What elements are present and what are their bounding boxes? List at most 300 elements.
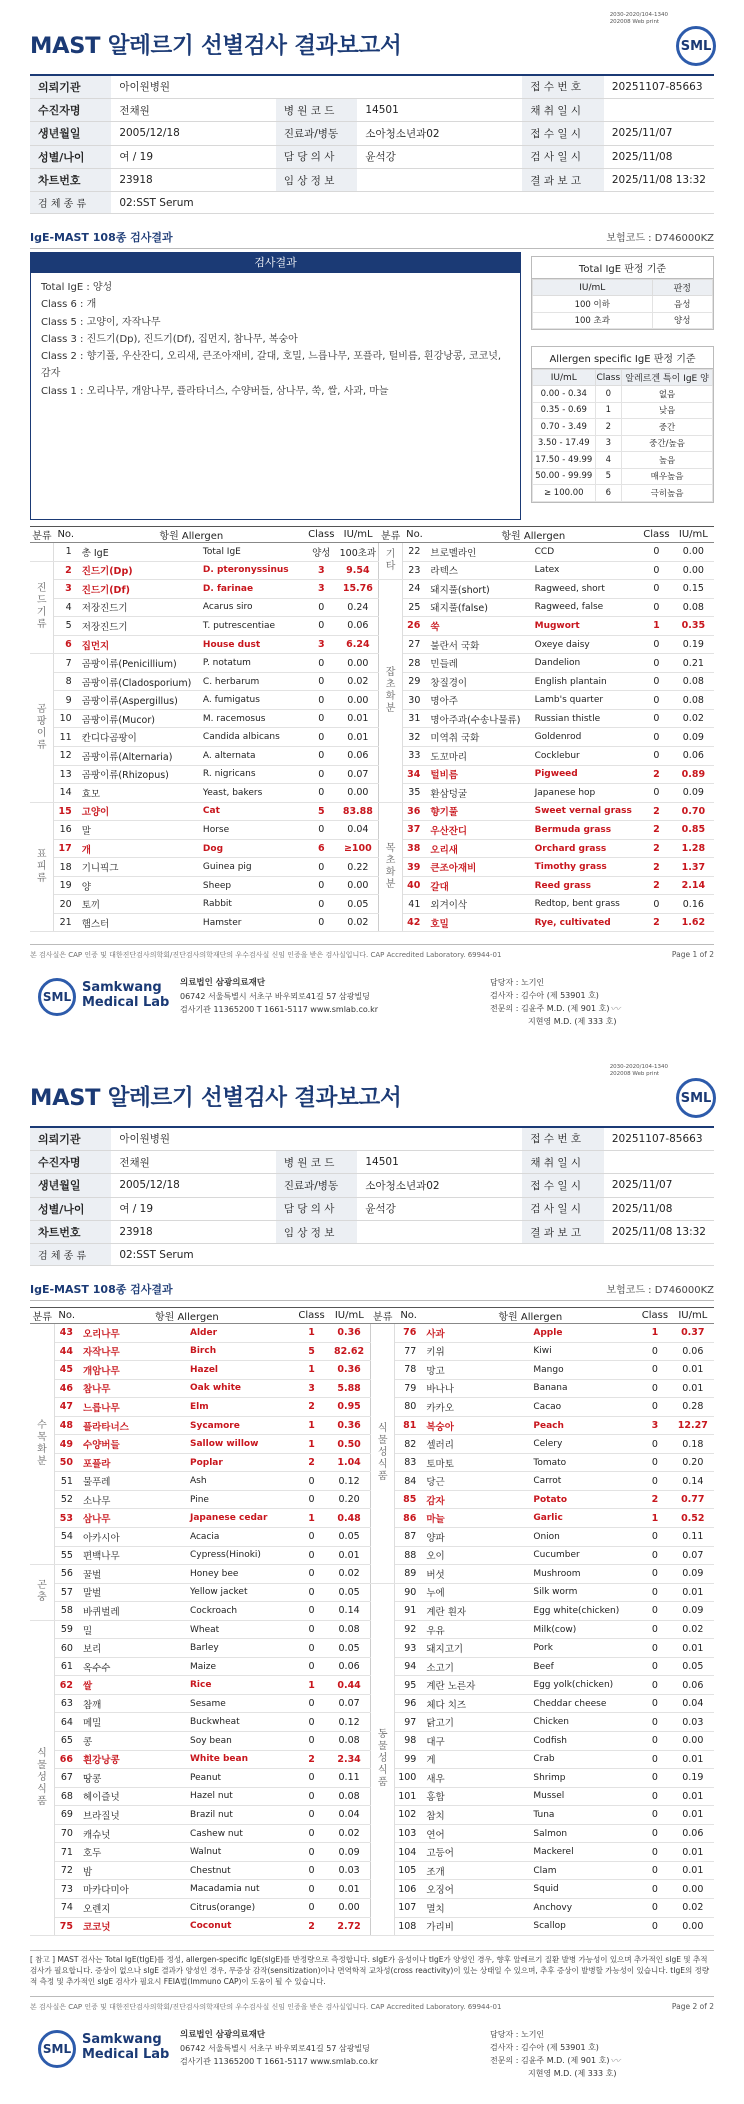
label-birth: 생년월일 [30, 122, 111, 145]
allergen-name-en: Horse [201, 821, 305, 840]
result-summary-header: 검사결과 [31, 253, 520, 273]
group-label: 목 초 화 분 [379, 802, 403, 932]
allergen-name-en: D. farinae [201, 580, 305, 599]
value-chart: 23918 [111, 169, 276, 192]
allergen-iu: 0.07 [672, 1546, 714, 1565]
table-row [30, 839, 714, 858]
label-clinical: 임 상 정 보 [276, 169, 358, 192]
allergen-name-en: Mango [531, 1361, 638, 1380]
allergen-name-ko: 토끼 [78, 895, 201, 914]
allergen-class: 3 [305, 635, 338, 654]
stamp-line: 2030-2020/104-1340 [609, 1064, 668, 1070]
allergen-name-ko: 라텍스 [426, 561, 532, 580]
value-sex-age: 여 / 19 [111, 145, 276, 168]
allergen-class: 0 [640, 691, 673, 710]
allergen-name-ko: 저장진드기 [78, 617, 201, 636]
column-header: 분류 [30, 1308, 54, 1324]
section-header [30, 1277, 714, 1301]
allergen-class: 0 [638, 1472, 671, 1491]
result-line: Class 1 : 오리나무, 개암나무, 플라타너스, 수양버들, 삼나무, 쑥, 쌀, 사과, 마늘 [41, 385, 389, 397]
allergen-table-page2 [30, 1307, 714, 1936]
allergen-class: 0 [638, 1898, 671, 1917]
stamp-line: 2030-2020/104-1340 [609, 12, 668, 18]
label-doctor: 담 당 의 사 [276, 1197, 358, 1220]
allergen-no: 74 [54, 1898, 78, 1917]
table-row [30, 784, 714, 803]
allergen-name-en: Garlic [531, 1509, 638, 1528]
allergen-no: 45 [54, 1361, 78, 1380]
allergen-name-en: Lamb's quarter [533, 691, 641, 710]
allergen-no: 44 [54, 1342, 78, 1361]
lab-org: 의료법인 삼광의료재단 [180, 978, 266, 988]
allergen-name-ko: 캐슈넛 [79, 1824, 188, 1843]
allergen-name-en: Maize [188, 1657, 295, 1676]
allergen-class: 0 [295, 1657, 328, 1676]
allergen-iu: 0.00 [328, 1898, 370, 1917]
allergen-no: 50 [54, 1453, 78, 1472]
allergen-name-en: White bean [188, 1750, 295, 1769]
group-label: 진 드 기 류 [30, 561, 54, 654]
table-header-row [30, 527, 714, 543]
allergen-iu: 0.24 [338, 598, 379, 617]
group-label: 식 물 성 식 품 [30, 1620, 54, 1935]
total-ige-criteria [531, 256, 714, 330]
allergen-class: 0 [295, 1713, 328, 1732]
allergen-name-ko: 보리 [79, 1639, 188, 1658]
allergen-iu: 0.00 [338, 784, 379, 803]
allergen-name-ko: 대구 [422, 1732, 531, 1751]
allergen-class: 0 [295, 1806, 328, 1825]
allergen-class: 2 [295, 1917, 328, 1936]
allergen-iu: 2.14 [673, 876, 714, 895]
criteria-cell: 6 [595, 485, 622, 502]
allergen-iu: 0.20 [328, 1490, 370, 1509]
allergen-no: 94 [395, 1657, 422, 1676]
column-header: 분류 [379, 527, 403, 543]
allergen-iu: 0.06 [672, 1824, 714, 1843]
allergen-no: 52 [54, 1490, 78, 1509]
allergen-class: 0 [638, 1732, 671, 1751]
allergen-no: 77 [395, 1342, 422, 1361]
criteria-cell: 50.00 - 99.99 [533, 468, 596, 485]
allergen-iu: 0.02 [338, 672, 379, 691]
allergen-class: 0 [295, 1824, 328, 1843]
allergen-class: 0 [295, 1546, 328, 1565]
allergen-name-en: Acarus siro [201, 598, 305, 617]
lab-name-line: Medical Lab [82, 995, 170, 1010]
allergen-name-ko: 바나나 [422, 1379, 531, 1398]
allergen-name-ko: 곰팡이류(Mucor) [78, 709, 201, 728]
group-label: 곤 충 [30, 1565, 54, 1621]
allergen-name-ko: 소고기 [422, 1657, 531, 1676]
table-row [30, 672, 714, 691]
allergen-name-en: Squid [531, 1880, 638, 1899]
allergen-iu: 0.35 [673, 617, 714, 636]
label-dept: 진료과/병동 [276, 122, 358, 145]
allergen-class: 0 [305, 691, 338, 710]
allergen-class: 0 [638, 1676, 671, 1695]
allergen-class: 0 [638, 1620, 671, 1639]
allergen-no: 43 [54, 1324, 78, 1343]
allergen-no: 90 [395, 1583, 422, 1602]
allergen-no: 2 [54, 561, 78, 580]
table-row [30, 580, 714, 599]
table-row [30, 765, 714, 784]
allergen-no: 4 [54, 598, 78, 617]
criteria-row [533, 435, 713, 452]
criteria-cell: 3 [595, 435, 622, 452]
allergen-name-en: M. racemosus [201, 709, 305, 728]
table-row [30, 913, 714, 932]
allergen-iu: 0.95 [328, 1398, 370, 1417]
total-ige-criteria-table [532, 279, 713, 329]
allergen-iu: 0.07 [338, 765, 379, 784]
label-chart: 차트번호 [30, 169, 111, 192]
allergen-name-en: Yellow jacket [188, 1583, 295, 1602]
allergen-name-en: Beef [531, 1657, 638, 1676]
allergen-name-en: Bermuda grass [533, 821, 641, 840]
criteria-cell: 3.50 - 17.49 [533, 435, 596, 452]
allergen-class: 0 [638, 1602, 671, 1621]
value-doctor: 윤석강 [357, 145, 522, 168]
patient-info-table [30, 1126, 714, 1266]
allergen-class: 0 [295, 1639, 328, 1658]
allergen-name-en: Coconut [188, 1917, 295, 1936]
allergen-iu: 0.08 [673, 672, 714, 691]
allergen-name-ko: 닭고기 [422, 1713, 531, 1732]
allergen-name-ko: 참치 [422, 1806, 531, 1825]
allergen-name-ko: 바퀴벌레 [79, 1602, 188, 1621]
allergen-class: 0 [638, 1880, 671, 1899]
allergen-name-ko: 당근 [422, 1472, 531, 1491]
cap-note: 본 검사실은 CAP 인증 및 대한진단검사의학회/진단검사의학재단의 우수검사실 신임 인증을 받은 검사실입니다. CAP Accredited Laboratory. 69944-01 [30, 1996, 714, 2012]
allergen-name-ko: 수양버들 [79, 1435, 188, 1454]
allergen-name-en: R. nigricans [201, 765, 305, 784]
group-label: 곰 팡 이 류 [30, 654, 54, 802]
allergen-class: 2 [640, 858, 673, 877]
criteria-row [533, 296, 713, 313]
result-line: Class 2 : 향기풀, 우산잔디, 오리새, 큰조아재비, 갈대, 호밀, 느릅나무, 포플라, 털비름, 흰강낭콩, 코코넛, 감자 [41, 351, 502, 380]
allergen-no: 51 [54, 1472, 78, 1491]
allergen-iu: 1.04 [328, 1453, 370, 1472]
allergen-name-ko: 누에 [422, 1583, 531, 1602]
allergen-iu: 0.00 [672, 1732, 714, 1751]
allergen-no: 96 [395, 1694, 422, 1713]
allergen-no: 19 [54, 876, 78, 895]
table-header-row [30, 1308, 714, 1324]
allergen-iu: 0.00 [672, 1880, 714, 1899]
allergen-name-ko: 칸디다곰팡이 [78, 728, 201, 747]
allergen-name-ko: 땅콩 [79, 1769, 188, 1788]
allergen-name-en: Birch [188, 1342, 295, 1361]
result-summary-box [30, 252, 521, 520]
criteria-cell: 0.35 - 0.69 [533, 402, 596, 419]
value-dept: 소아청소년과02 [357, 1174, 522, 1197]
allergen-name-en: Macadamia nut [188, 1880, 295, 1899]
allergen-name-en: Potato [531, 1490, 638, 1509]
allergen-no: 18 [54, 858, 78, 877]
allergen-class: 1 [638, 1509, 671, 1528]
column-header: Class [638, 1308, 671, 1324]
allergen-name-en: Cheddar cheese [531, 1694, 638, 1713]
allergen-no: 100 [395, 1769, 422, 1788]
allergen-name-en: Honey bee [188, 1565, 295, 1584]
label-institution: 의뢰기관 [30, 1127, 111, 1150]
value-chart: 23918 [111, 1221, 276, 1244]
label-receipt-date: 접 수 일 시 [522, 122, 603, 145]
allergen-no: 14 [54, 784, 78, 803]
column-header: No. [395, 1308, 422, 1324]
allergen-name-ko: 토마토 [422, 1453, 531, 1472]
sml-logo-icon: SML [38, 2030, 76, 2068]
allergen-class: 2 [295, 1398, 328, 1417]
column-header: 항원 Allergen [79, 1308, 295, 1324]
allergen-class: 1 [640, 617, 673, 636]
allergen-iu: 0.12 [328, 1472, 370, 1491]
allergen-no: 89 [395, 1565, 422, 1584]
allergen-no: 20 [54, 895, 78, 914]
criteria-cell: 0.70 - 3.49 [533, 419, 596, 436]
table-row [30, 635, 714, 654]
label-hospital-code: 병 원 코 드 [276, 1150, 358, 1173]
allergen-name-en: Codfish [531, 1732, 638, 1751]
allergen-iu: 0.21 [673, 654, 714, 673]
allergen-name-ko: 효모 [78, 784, 201, 803]
allergen-no: 63 [54, 1694, 78, 1713]
allergen-name-en: House dust [201, 635, 305, 654]
allergen-no: 83 [395, 1453, 422, 1472]
allergen-no: 35 [403, 784, 427, 803]
allergen-name-ko: 외겨이삭 [426, 895, 532, 914]
allergen-no: 13 [54, 765, 78, 784]
staff-line: 담당자 : 노기인 [490, 978, 545, 987]
allergen-name-ko: 쑥 [426, 617, 532, 636]
allergen-name-ko: 오징어 [422, 1880, 531, 1899]
lab-address [180, 976, 378, 1016]
allergen-iu: 0.01 [672, 1583, 714, 1602]
allergen-iu: 0.09 [672, 1565, 714, 1584]
allergen-name-en: Reed grass [533, 876, 641, 895]
allergen-class: 0 [640, 672, 673, 691]
allergen-name-ko: 오리나무 [79, 1324, 188, 1343]
allergen-no: 6 [54, 635, 78, 654]
allergen-name-ko: 새우 [422, 1769, 531, 1788]
allergen-class: 0 [638, 1787, 671, 1806]
allergen-iu: 0.06 [338, 747, 379, 766]
table-row [30, 1583, 714, 1602]
allergen-class: 0 [640, 561, 673, 580]
allergen-iu: 0.16 [673, 895, 714, 914]
table-row [30, 691, 714, 710]
allergen-class: 2 [640, 765, 673, 784]
allergen-name-ko: 밤 [79, 1861, 188, 1880]
label-specimen: 검 체 종 류 [30, 192, 111, 214]
allergen-iu: 2.72 [328, 1917, 370, 1936]
allergen-no: 54 [54, 1528, 78, 1547]
allergen-name-en: Chicken [531, 1713, 638, 1732]
label-collect-date: 채 취 일 시 [522, 1150, 603, 1173]
allergen-class: 0 [640, 895, 673, 914]
allergen-iu: 0.01 [328, 1546, 370, 1565]
criteria-cell: 5 [595, 468, 622, 485]
column-header: No. [54, 527, 78, 543]
allergen-no: 97 [395, 1713, 422, 1732]
table-row [30, 1324, 714, 1343]
allergen-iu: 82.62 [328, 1342, 370, 1361]
table-row [30, 747, 714, 766]
allergen-iu: 0.01 [672, 1806, 714, 1825]
staff-line: 지현영 M.D. (제 333 호) [528, 1017, 617, 1026]
allergen-iu: 0.09 [673, 728, 714, 747]
allergen-iu: 0.01 [672, 1750, 714, 1769]
allergen-name-en: Cashew nut [188, 1824, 295, 1843]
allergen-name-ko: 돼지고기 [422, 1639, 531, 1658]
allergen-name-ko: 불란서 국화 [426, 635, 532, 654]
allergen-iu: 0.06 [338, 617, 379, 636]
signature-icon: 〰 [610, 1004, 620, 1015]
allergen-name-en: Wheat [188, 1620, 295, 1639]
allergen-table-page1 [30, 526, 714, 932]
allergen-no: 27 [403, 635, 427, 654]
label-specimen: 검 체 종 류 [30, 1244, 111, 1266]
allergen-no: 59 [54, 1620, 78, 1639]
sml-logo-icon: SML [676, 1078, 716, 1118]
allergen-no: 22 [403, 543, 427, 562]
allergen-class: 0 [295, 1787, 328, 1806]
allergen-name-ko: 기니픽그 [78, 858, 201, 877]
label-receipt-date: 접 수 일 시 [522, 1174, 603, 1197]
allergen-no: 71 [54, 1843, 78, 1862]
sml-logo-icon: SML [676, 26, 716, 66]
allergen-class: 0 [305, 913, 338, 932]
allergen-iu: 0.85 [673, 821, 714, 840]
allergen-class: 0 [295, 1694, 328, 1713]
stamp-line: 202008 Web print [609, 19, 660, 25]
allergen-class: 0 [295, 1898, 328, 1917]
allergen-name-en: Celery [531, 1435, 638, 1454]
allergen-name-ko: 참깨 [79, 1694, 188, 1713]
table-row [30, 654, 714, 673]
allergen-no: 86 [395, 1509, 422, 1528]
table-row [30, 821, 714, 840]
lab-name [82, 2032, 169, 2062]
allergen-name-en: Egg white(chicken) [531, 1602, 638, 1621]
label-patient: 수진자명 [30, 1150, 111, 1173]
allergen-class: 0 [638, 1565, 671, 1584]
allergen-name-en: Kiwi [531, 1342, 638, 1361]
allergen-name-ko: 플라타너스 [79, 1416, 188, 1435]
allergen-class: 0 [305, 654, 338, 673]
allergen-no: 10 [54, 709, 78, 728]
allergen-no: 81 [395, 1416, 422, 1435]
allergen-class: 3 [295, 1379, 328, 1398]
table-row [30, 728, 714, 747]
allergen-no: 65 [54, 1732, 78, 1751]
value-hospital-code: 14501 [357, 98, 522, 121]
allergen-no: 98 [395, 1732, 422, 1751]
allergen-iu: 0.77 [672, 1490, 714, 1509]
allergen-no: 34 [403, 765, 427, 784]
criteria-cell: 양성 [652, 312, 712, 329]
value-patient: 전채원 [111, 98, 276, 121]
allergen-name-en: Dog [201, 839, 305, 858]
allergen-no: 57 [54, 1583, 78, 1602]
allergen-no: 80 [395, 1398, 422, 1417]
allergen-iu: 0.02 [338, 913, 379, 932]
allergen-class: 0 [295, 1565, 328, 1584]
allergen-name-en: D. pteronyssinus [201, 561, 305, 580]
allergen-name-ko: 브로멜라인 [426, 543, 532, 562]
allergen-name-en: Scallop [531, 1917, 638, 1936]
allergen-name-en: Onion [531, 1528, 638, 1547]
allergen-name-en: Sesame [188, 1694, 295, 1713]
allergen-class: 5 [305, 802, 338, 821]
allergen-no: 106 [395, 1880, 422, 1899]
allergen-iu: 0.01 [672, 1379, 714, 1398]
allergen-name-ko: 옥수수 [79, 1657, 188, 1676]
lab-footer [30, 2018, 714, 2096]
allergen-iu: 0.04 [338, 821, 379, 840]
column-header: IU/mL [672, 1308, 714, 1324]
criteria-header: 판정 [652, 280, 712, 296]
allergen-name-ko: 명아주 [426, 691, 532, 710]
label-exam-date: 검 사 일 시 [522, 145, 603, 168]
label-report-date: 결 과 보 고 [522, 169, 603, 192]
allergen-class: 0 [638, 1843, 671, 1862]
allergen-name-en: Japanese hop [533, 784, 641, 803]
allergen-class: 5 [295, 1342, 328, 1361]
allergen-name-ko: 양파 [422, 1528, 531, 1547]
allergen-class: 0 [640, 543, 673, 562]
allergen-class: 0 [640, 784, 673, 803]
label-clinical: 임 상 정 보 [276, 1221, 358, 1244]
allergen-name-en: Cacao [531, 1398, 638, 1417]
allergen-no: 21 [54, 913, 78, 932]
allergen-class: 0 [640, 580, 673, 599]
allergen-iu: 0.02 [672, 1898, 714, 1917]
table-row [30, 561, 714, 580]
table-row [30, 709, 714, 728]
allergen-name-ko: 마카다미아 [79, 1880, 188, 1899]
allergen-iu: 0.06 [328, 1657, 370, 1676]
allergen-iu: 0.00 [338, 876, 379, 895]
allergen-name-ko: 흰강낭콩 [79, 1750, 188, 1769]
allergen-name-ko: 가리비 [422, 1917, 531, 1936]
column-header: Class [640, 527, 673, 543]
value-doctor: 윤석강 [357, 1197, 522, 1220]
allergen-name-en: Rice [188, 1676, 295, 1695]
allergen-class: 1 [295, 1435, 328, 1454]
allergen-iu: 6.24 [338, 635, 379, 654]
allergen-class: 2 [640, 876, 673, 895]
allergen-no: 48 [54, 1416, 78, 1435]
allergen-iu: 15.76 [338, 580, 379, 599]
allergen-name-en: Citrus(orange) [188, 1898, 295, 1917]
lab-staff [490, 976, 616, 1028]
allergen-name-ko: 향기풀 [426, 802, 532, 821]
allergen-iu: 1.37 [673, 858, 714, 877]
allergen-no: 9 [54, 691, 78, 710]
criteria-cell: 중간/높음 [622, 435, 713, 452]
allergen-no: 5 [54, 617, 78, 636]
allergen-class: 0 [305, 672, 338, 691]
table-row [30, 802, 714, 821]
allergen-name-ko: 우유 [422, 1620, 531, 1639]
criteria-header: Class [595, 370, 622, 386]
value-dept: 소아청소년과02 [357, 122, 522, 145]
allergen-class: 0 [305, 728, 338, 747]
criteria-cell: 낮음 [622, 402, 713, 419]
